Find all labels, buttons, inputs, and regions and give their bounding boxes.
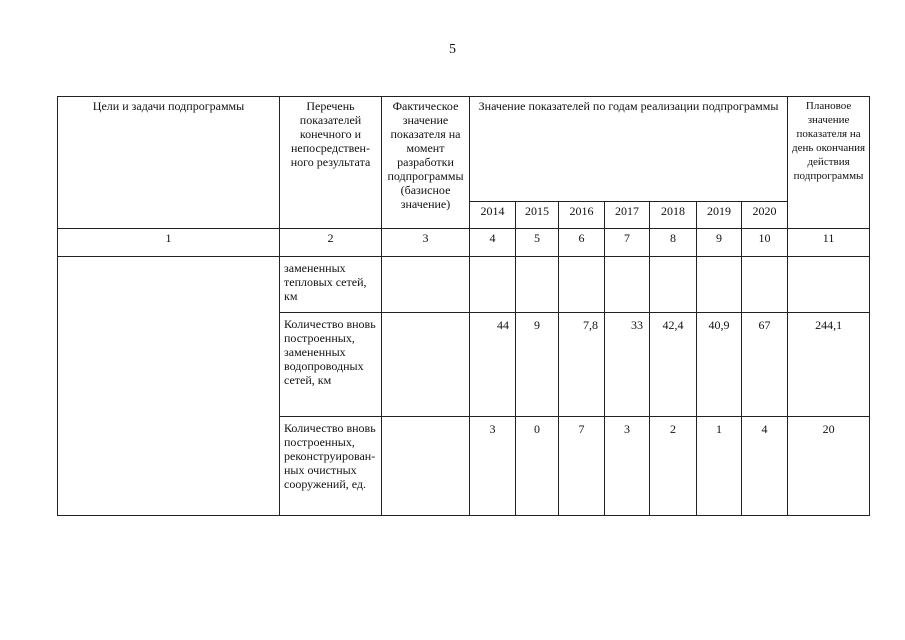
header-indicators: Перечень показателей конечного и непосредствен-ного результата	[280, 97, 382, 229]
value-cell: 9	[516, 313, 559, 417]
column-number: 9	[697, 229, 742, 257]
header-row	[58, 97, 870, 202]
planned-cell: 244,1	[788, 313, 870, 417]
indicator-cell: Количество вновь построенных, реконструирован-ных очистных сооружений, ед.	[280, 417, 382, 516]
indicators-table	[57, 96, 870, 516]
value-cell	[470, 257, 516, 313]
year-cell: 2015	[516, 202, 559, 229]
value-cell: 40,9	[697, 313, 742, 417]
value-cell: 33	[605, 313, 650, 417]
year-cell: 2019	[697, 202, 742, 229]
actual-cell	[382, 417, 470, 516]
actual-cell	[382, 257, 470, 313]
value-cell	[605, 257, 650, 313]
column-number: 4	[470, 229, 516, 257]
value-cell: 42,4	[650, 313, 697, 417]
value-cell	[516, 257, 559, 313]
value-cell: 3	[470, 417, 516, 516]
goals-cell	[58, 257, 280, 516]
value-cell: 7	[559, 417, 605, 516]
column-number: 11	[788, 229, 870, 257]
page-number: 5	[449, 42, 456, 57]
year-cell: 2020	[742, 202, 788, 229]
column-number: 10	[742, 229, 788, 257]
value-cell	[650, 257, 697, 313]
value-cell: 1	[697, 417, 742, 516]
column-numbers-row	[58, 229, 870, 257]
column-number: 2	[280, 229, 382, 257]
value-cell: 3	[605, 417, 650, 516]
year-cell: 2018	[650, 202, 697, 229]
planned-cell	[788, 257, 870, 313]
year-cell: 2016	[559, 202, 605, 229]
column-number: 8	[650, 229, 697, 257]
value-cell: 44	[470, 313, 516, 417]
value-cell: 67	[742, 313, 788, 417]
indicator-cell: замененных тепловых сетей, км	[280, 257, 382, 313]
value-cell	[559, 257, 605, 313]
table-row	[58, 257, 870, 313]
planned-cell: 20	[788, 417, 870, 516]
value-cell: 0	[516, 417, 559, 516]
actual-cell	[382, 313, 470, 417]
year-cell: 2017	[605, 202, 650, 229]
column-number: 3	[382, 229, 470, 257]
header-actual: Фактическое значение показателя на момент разработки подпрограммы (базисное значение)	[382, 97, 470, 229]
value-cell	[742, 257, 788, 313]
column-number: 1	[58, 229, 280, 257]
column-number: 6	[559, 229, 605, 257]
value-cell: 2	[650, 417, 697, 516]
value-cell: 7,8	[559, 313, 605, 417]
indicator-cell: Количество вновь построенных, замененных водопроводных сетей, км	[280, 313, 382, 417]
header-planned: Плановое значение показателя на день окончания действия подпрограммы	[788, 97, 870, 229]
column-number: 7	[605, 229, 650, 257]
year-cell: 2014	[470, 202, 516, 229]
value-cell: 4	[742, 417, 788, 516]
header-by-years: Значение показателей по годам реализации подпрограммы	[470, 97, 788, 202]
value-cell	[697, 257, 742, 313]
column-number: 5	[516, 229, 559, 257]
header-goals: Цели и задачи подпрограммы	[58, 97, 280, 229]
